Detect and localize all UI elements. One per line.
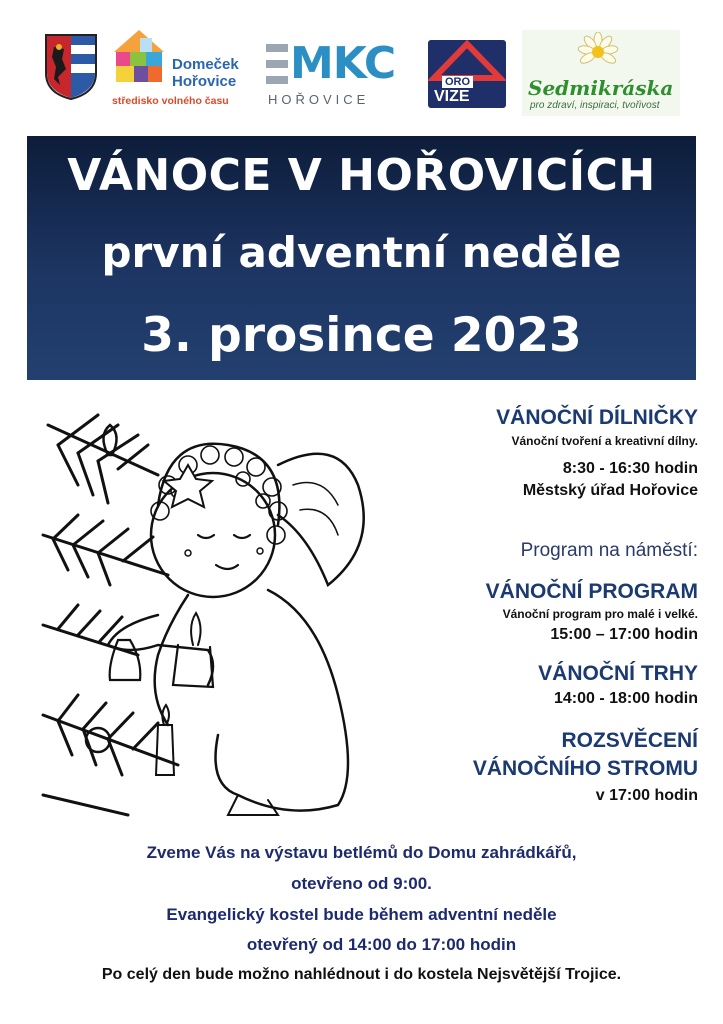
- bottom-line-4: otevřený od 14:00 do 17:00 hodin: [246, 935, 517, 954]
- domecek-tagline: středisko volného času: [112, 95, 229, 107]
- bottom-line-3: Evangelický kostel bude během adventní neděle: [166, 905, 557, 924]
- domecek-name-1: Domeček: [172, 56, 239, 73]
- domecek-name-2: Hořovice: [172, 73, 237, 90]
- rozsveceni-time: v 17:00 hodin: [595, 787, 698, 804]
- logo-strip: [0, 0, 723, 125]
- trhy-time: 14:00 - 18:00 hodin: [553, 690, 698, 707]
- dilnicky-title: VÁNOČNÍ DÍLNIČKY: [496, 406, 698, 429]
- mkc-city: HOŘOVICE: [268, 92, 370, 107]
- banner-title: VÁNOCE V HOŘOVICÍCH: [67, 150, 656, 201]
- domecek-logo: [110, 28, 260, 118]
- bottom-line-5: Po celý den bude možno nahlédnout i do kostela Nejsvětější Trojice.: [101, 966, 622, 983]
- trhy-title: VÁNOČNÍ TRHY: [538, 662, 698, 685]
- bottom-line-2: otevřeno od 9:00.: [291, 874, 432, 893]
- vanocni-program-time: 15:00 – 17:00 hodin: [550, 626, 698, 643]
- orovize-bottom: VIZE: [434, 88, 470, 105]
- banner-date: 3. prosince 2023: [141, 308, 582, 363]
- mkc-stripes-icon: [266, 44, 288, 84]
- orovize-top: ORO: [442, 76, 473, 88]
- sedmikraska-tagline: pro zdraví, inspiraci, tvořivost: [530, 100, 660, 111]
- rozsveceni-title-2: VÁNOČNÍHO STROMU: [472, 757, 698, 780]
- bottom-line-1: Zveme Vás na výstavu betlémů do Domu zahrádkářů,: [146, 843, 577, 862]
- rozsveceni-title-1: ROZSVĚCENÍ: [561, 729, 698, 752]
- angel-illustration-icon: [38, 395, 418, 825]
- sedmikraska-name: Sedmikráska: [528, 76, 674, 100]
- sedmikraska-logo: [522, 30, 680, 116]
- dilnicky-place: Městský úřad Hořovice: [522, 482, 698, 499]
- daisy-icon: [568, 32, 628, 76]
- coat-of-arms-icon: [44, 33, 98, 101]
- orovize-logo: [428, 40, 506, 108]
- vanocni-program-subtitle: Vánoční program pro malé i velké.: [502, 607, 698, 621]
- mkc-mark: MKC: [290, 38, 396, 89]
- house-icon: [110, 28, 168, 90]
- title-banner: [27, 136, 696, 380]
- dilnicky-subtitle: Vánoční tvoření a kreativní dílny.: [511, 434, 698, 448]
- vanocni-program-title: VÁNOČNÍ PROGRAM: [485, 580, 698, 603]
- mkc-logo: [266, 40, 412, 110]
- banner-subtitle: první adventní neděle: [101, 228, 622, 277]
- namesti-heading: Program na náměstí:: [520, 540, 698, 561]
- dilnicky-time: 8:30 - 16:30 hodin: [562, 460, 698, 477]
